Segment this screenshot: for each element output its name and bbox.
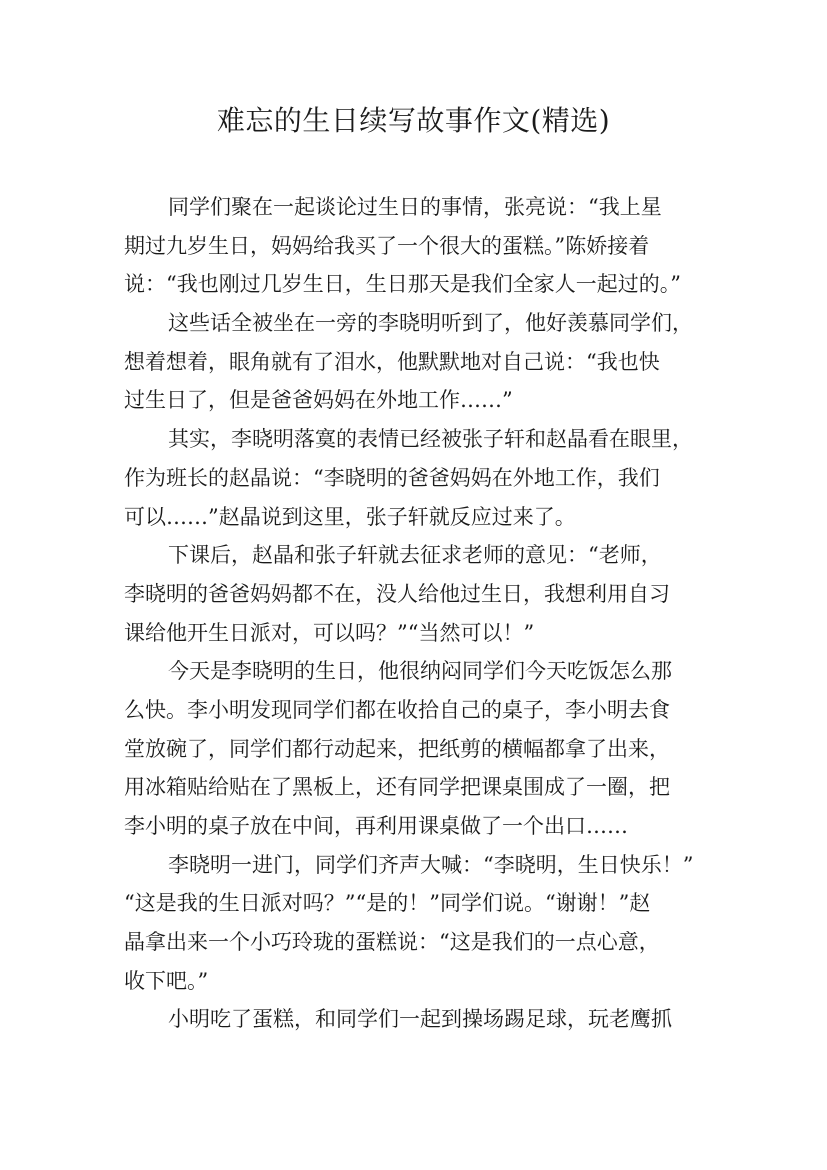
document-body [124,188,714,1039]
paragraph-line: 堂放碗了，同学们都行动起来，把纸剪的横幅都拿了出来， [124,736,670,761]
paragraph-line: 期过九岁生日，妈妈给我买了一个很大的蛋糕。”陈娇接着 [124,233,650,258]
paragraph-line: 同学们聚在一起谈论过生日的事情，张亮说：“我上星 [168,195,662,219]
paragraph-line: 李晓明的爸爸妈妈都不在，没人给他过生日，我想利用自习 [124,581,670,606]
paragraph-line: 说：“我也刚过几岁生日，生日那天是我们全家人一起过的。” [124,272,681,297]
paragraph-line: 小明吃了蛋糕，和同学们一起到操场踢足球，玩老鹰抓 [168,1007,672,1032]
paragraph-line: 李小明的桌子放在中间，再利用课桌做了一个出口…… [124,814,628,838]
paragraph-line: 可以……”赵晶说到这里，张子轩就反应过来了。 [124,504,576,529]
paragraph-line: 用冰箱贴给贴在了黑板上，还有同学把课桌围成了一圈，把 [124,775,670,800]
paragraph-line: 作为班长的赵晶说：“李晓明的爸爸妈妈在外地工作，我们 [124,465,660,490]
paragraph-line: “这是我的生日派对吗？”“是的！”同学们说。“谢谢！”赵 [124,891,651,916]
paragraph-line: 想着想着，眼角就有了泪水，他默默地对自己说：“我也快 [124,349,660,374]
paragraph-line: 晶拿出来一个小巧玲珑的蛋糕说：“这是我们的一点心意， [124,930,660,955]
paragraph-line: 过生日了，但是爸爸妈妈在外地工作……” [124,388,513,413]
paragraph-line: 课给他开生日派对，可以吗？”“当然可以！” [124,620,535,645]
paragraph-line: 下课后，赵晶和张子轩就去征求老师的意见：“老师， [168,543,662,568]
paragraph-line: 今天是李晓明的生日，他很纳闷同学们今天吃饭怎么那 [168,659,672,684]
paragraph-line: 么快。李小明发现同学们都在收拾自己的桌子，李小明去食 [124,697,670,722]
paragraph-line: 这些话全被坐在一旁的李晓明听到了，他好羡慕同学们， [168,311,693,336]
paragraph-line: 其实，李晓明落寞的表情已经被张子轩和赵晶看在眼里， [168,427,693,452]
paragraph-line: 收下吧。” [124,968,209,993]
document-title: 难忘的生日续写故事作文(精选) [216,104,611,137]
paragraph-line: 李晓明一进门，同学们齐声大喊：“李晓明，生日快乐！” [168,852,694,877]
